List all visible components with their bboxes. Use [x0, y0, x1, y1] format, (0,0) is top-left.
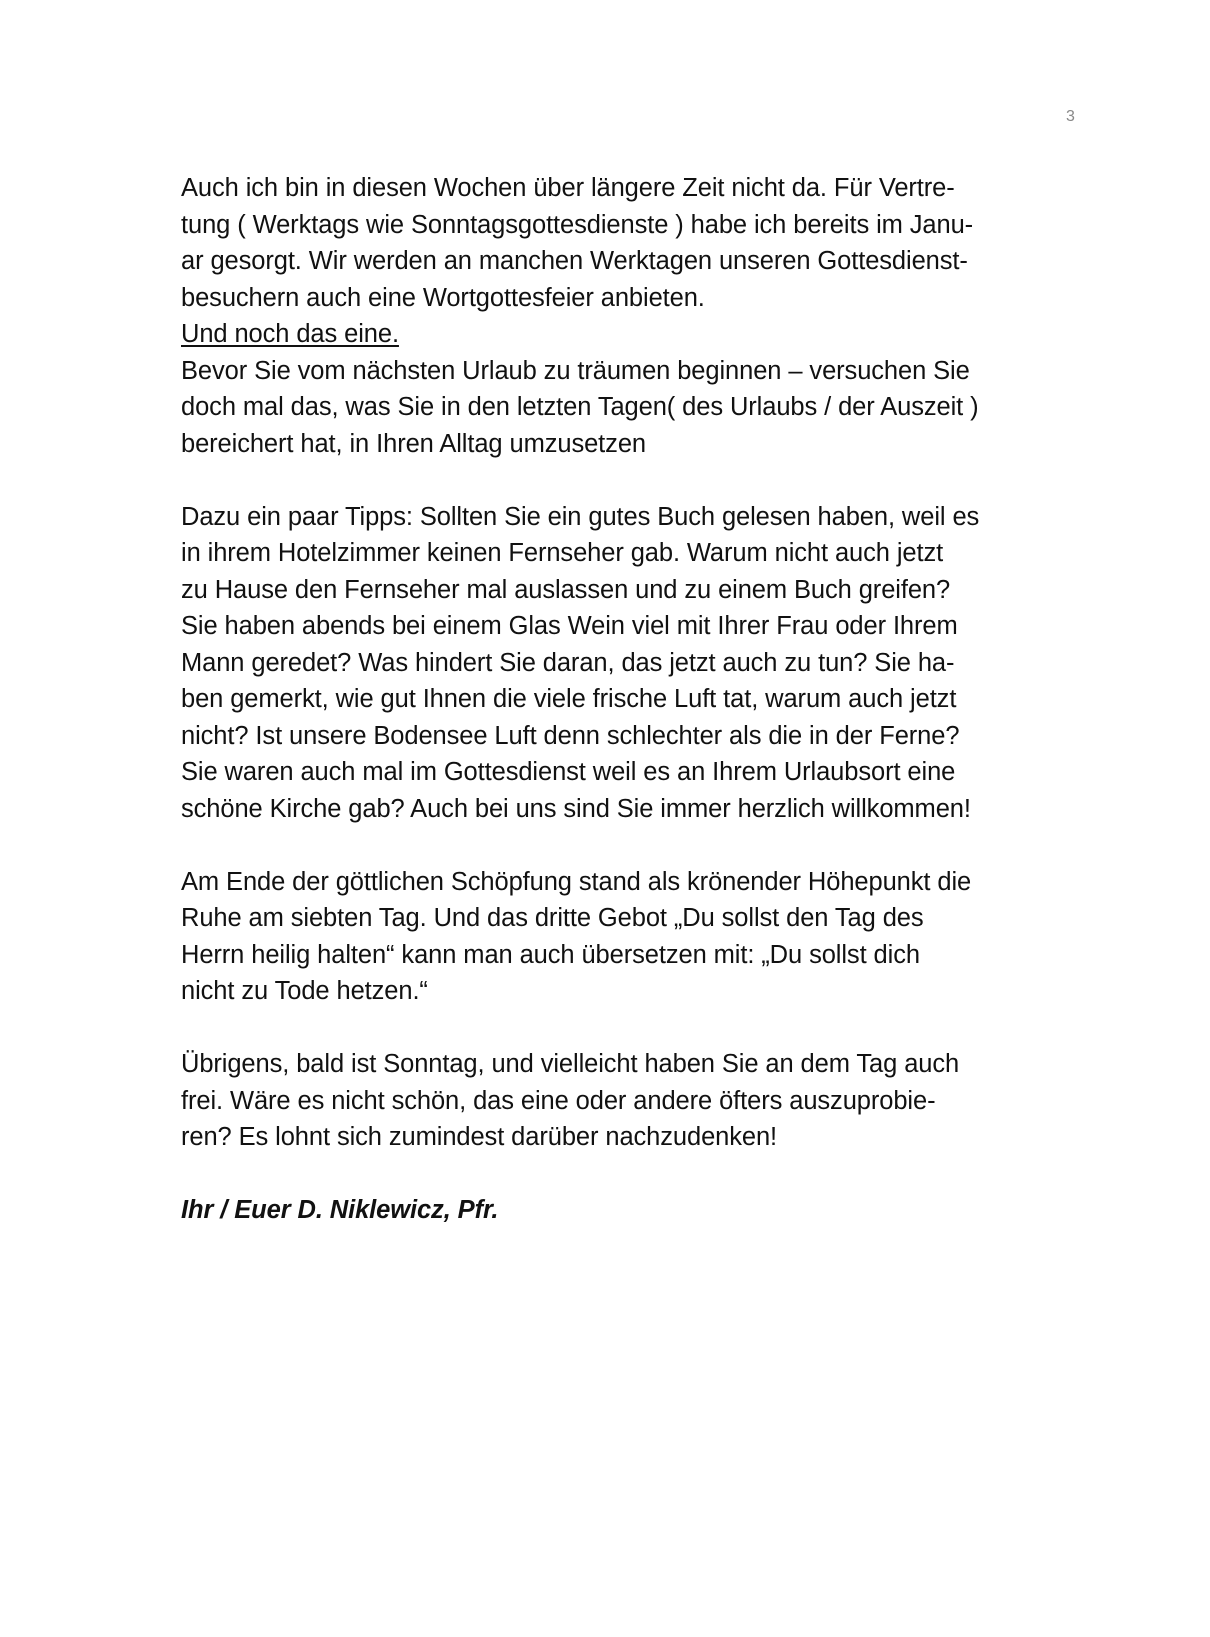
- text-line: Auch ich bin in diesen Wochen über längere Zeit nicht da. Für Vertre-: [181, 174, 955, 202]
- text-line: Mann geredet? Was hindert Sie daran, das jetzt auch zu tun? Sie ha-: [181, 648, 955, 677]
- text-line: Herrn heilig halten“ kann man auch übersetzen mit: „Du sollst dich: [181, 940, 920, 969]
- paragraph-spacer: [181, 827, 1061, 864]
- text-line: Bevor Sie vom nächsten Urlaub zu träumen beginnen – versuchen Sie: [181, 356, 970, 385]
- text-line: ren? Es lohnt sich zumindest darüber nachzudenken!: [181, 1123, 778, 1151]
- text-line: schöne Kirche gab? Auch bei uns sind Sie immer herzlich willkommen!: [181, 794, 971, 823]
- text-line: Am Ende der göttlichen Schöpfung stand als krönender Höhepunkt die: [181, 867, 972, 896]
- text-line: zu Hause den Fernseher mal auslassen und zu einem Buch greifen?: [181, 575, 951, 604]
- text-line: frei. Wäre es nicht schön, das eine oder andere öfters auszuprobie-: [181, 1086, 936, 1115]
- text-line: bereichert hat, in Ihren Alltag umzusetzen: [181, 429, 646, 458]
- text-line: ar gesorgt. Wir werden an manchen Werktagen unseren Gottesdienst-: [181, 247, 968, 275]
- text-line: tung ( Werktags wie Sonntagsgottesdienste ) habe ich bereits im Janu-: [181, 210, 974, 239]
- paragraph-spacer: [181, 1156, 1061, 1193]
- paragraph-spacer: [181, 462, 1061, 499]
- text-line: ben gemerkt, wie gut Ihnen die viele frische Luft tat, warum auch jetzt: [181, 685, 957, 713]
- paragraph-spacer: [181, 1010, 1061, 1047]
- paragraph-creation-rest: [181, 864, 1061, 1010]
- paragraph-tips: [181, 499, 1061, 828]
- text-line: Dazu ein paar Tipps: Sollten Sie ein gutes Buch gelesen haben, weil es: [181, 502, 980, 531]
- text-line: besuchern auch eine Wortgottesfeier anbieten.: [181, 283, 705, 312]
- text-line: Sie waren auch mal im Gottesdienst weil es an Ihrem Urlaubsort eine: [181, 758, 956, 786]
- page-number: 3: [1066, 108, 1075, 125]
- letter-body: [181, 170, 1061, 1229]
- text-line: Sie haben abends bei einem Glas Wein viel mit Ihrer Frau oder Ihrem: [181, 612, 958, 640]
- text-line: doch mal das, was Sie in den letzten Tagen( des Urlaubs / der Auszeit ): [181, 393, 979, 421]
- text-line: nicht? Ist unsere Bodensee Luft denn schlechter als die in der Ferne?: [181, 721, 960, 750]
- paragraph-absence-notice: [181, 170, 1061, 316]
- text-line: nicht zu Tode hetzen.“: [181, 977, 428, 1005]
- text-line: Übrigens, bald ist Sonntag, und vielleicht haben Sie an dem Tag auch: [181, 1050, 960, 1078]
- paragraph-sunday: [181, 1046, 1061, 1156]
- signature: Ihr / Euer D. Niklewicz, Pfr.: [181, 1196, 499, 1224]
- paragraph-vacation-advice: [181, 353, 1061, 463]
- text-line: in ihrem Hotelzimmer keinen Fernseher gab. Warum nicht auch jetzt: [181, 539, 944, 567]
- text-line: Ruhe am siebten Tag. Und das dritte Gebot „Du sollst den Tag des: [181, 904, 924, 932]
- subheading: Und noch das eine.: [181, 320, 399, 348]
